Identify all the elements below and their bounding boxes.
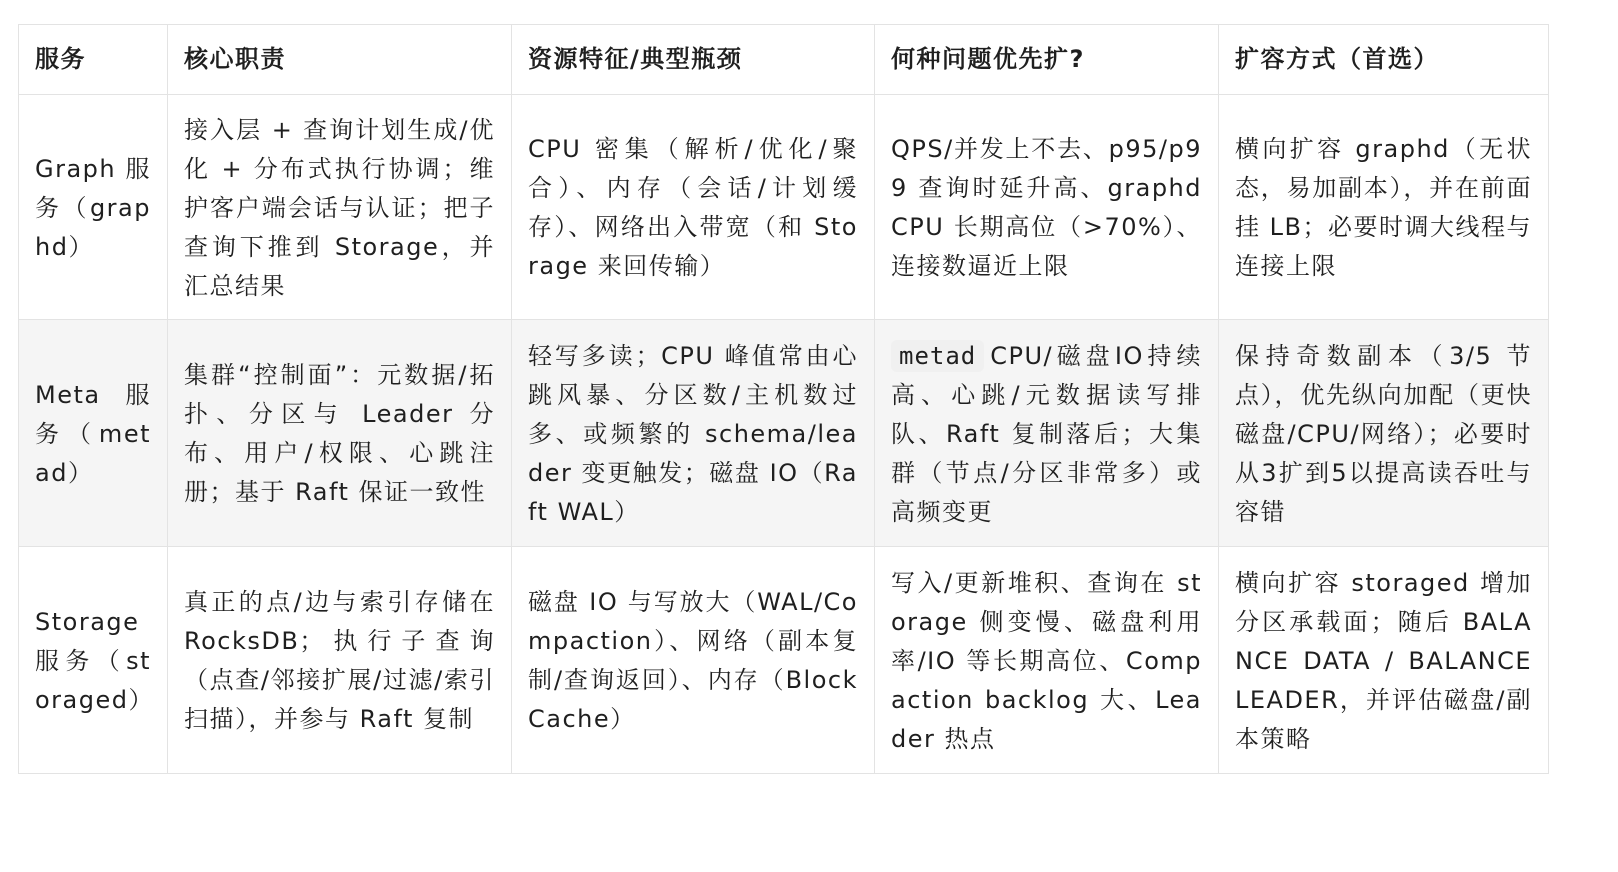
cell-service: Storage 服务（storaged） <box>19 547 168 774</box>
cell-scale: 横向扩容 storaged 增加分区承载面；随后 BALANCE DATA / BALANCE LEADER，并评估磁盘/副本策略 <box>1219 547 1549 774</box>
table-row <box>19 95 1549 320</box>
cell-duty: 接入层 + 查询计划生成/优化 + 分布式执行协调；维护客户端会话与认证；把子查询下推到 Storage，并汇总结果 <box>168 95 512 320</box>
cell-duty: 真正的点/边与索引存储在 RocksDB；执行子查询（点查/邻接扩展/过滤/索引扫描），并参与 Raft 复制 <box>168 547 512 774</box>
cell-problem-text: CPU/磁盘IO持续高、心跳/元数据读写排队、Raft 复制落后；大集群（节点/分区非常多）或高频变更 <box>891 341 1202 526</box>
services-scaling-table <box>18 24 1549 774</box>
cell-problem: 写入/更新堆积、查询在 storage 侧变慢、磁盘利用率/IO 等长期高位、Compaction backlog 大、Leader 热点 <box>875 547 1219 774</box>
table-header-row <box>19 25 1549 95</box>
header-duty: 核心职责 <box>168 25 512 95</box>
inline-code: metad <box>891 340 984 372</box>
cell-resource: 磁盘 IO 与写放大（WAL/Compaction）、网络（副本复制/查询返回）、内存（Block Cache） <box>512 547 875 774</box>
cell-resource: CPU 密集（解析/优化/聚合）、内存（会话/计划缓存）、网络出入带宽（和 Storage 来回传输） <box>512 95 875 320</box>
header-resource: 资源特征/典型瓶颈 <box>512 25 875 95</box>
cell-scale: 保持奇数副本（3/5 节点），优先纵向加配（更快磁盘/CPU/网络）；必要时从3扩到5以提高读吞吐与容错 <box>1219 320 1549 547</box>
table-row <box>19 547 1549 774</box>
cell-problem: QPS/并发上不去、p95/p99 查询时延升高、graphd CPU 长期高位（>70%）、连接数逼近上限 <box>875 95 1219 320</box>
header-problem: 何种问题优先扩? <box>875 25 1219 95</box>
table-container <box>18 24 1548 774</box>
cell-service: Meta 服务（metad） <box>19 320 168 547</box>
cell-service: Graph 服务（graphd） <box>19 95 168 320</box>
table-row <box>19 320 1549 547</box>
header-scale: 扩容方式（首选） <box>1219 25 1549 95</box>
cell-resource: 轻写多读；CPU 峰值常由心跳风暴、分区数/主机数过多、或频繁的 schema/leader 变更触发；磁盘 IO（Raft WAL） <box>512 320 875 547</box>
header-service: 服务 <box>19 25 168 95</box>
cell-problem <box>875 320 1219 547</box>
cell-duty: 集群“控制面”：元数据/拓扑、分区与 Leader 分布、用户/权限、心跳注册；基于 Raft 保证一致性 <box>168 320 512 547</box>
cell-scale: 横向扩容 graphd（无状态，易加副本），并在前面挂 LB；必要时调大线程与连接上限 <box>1219 95 1549 320</box>
